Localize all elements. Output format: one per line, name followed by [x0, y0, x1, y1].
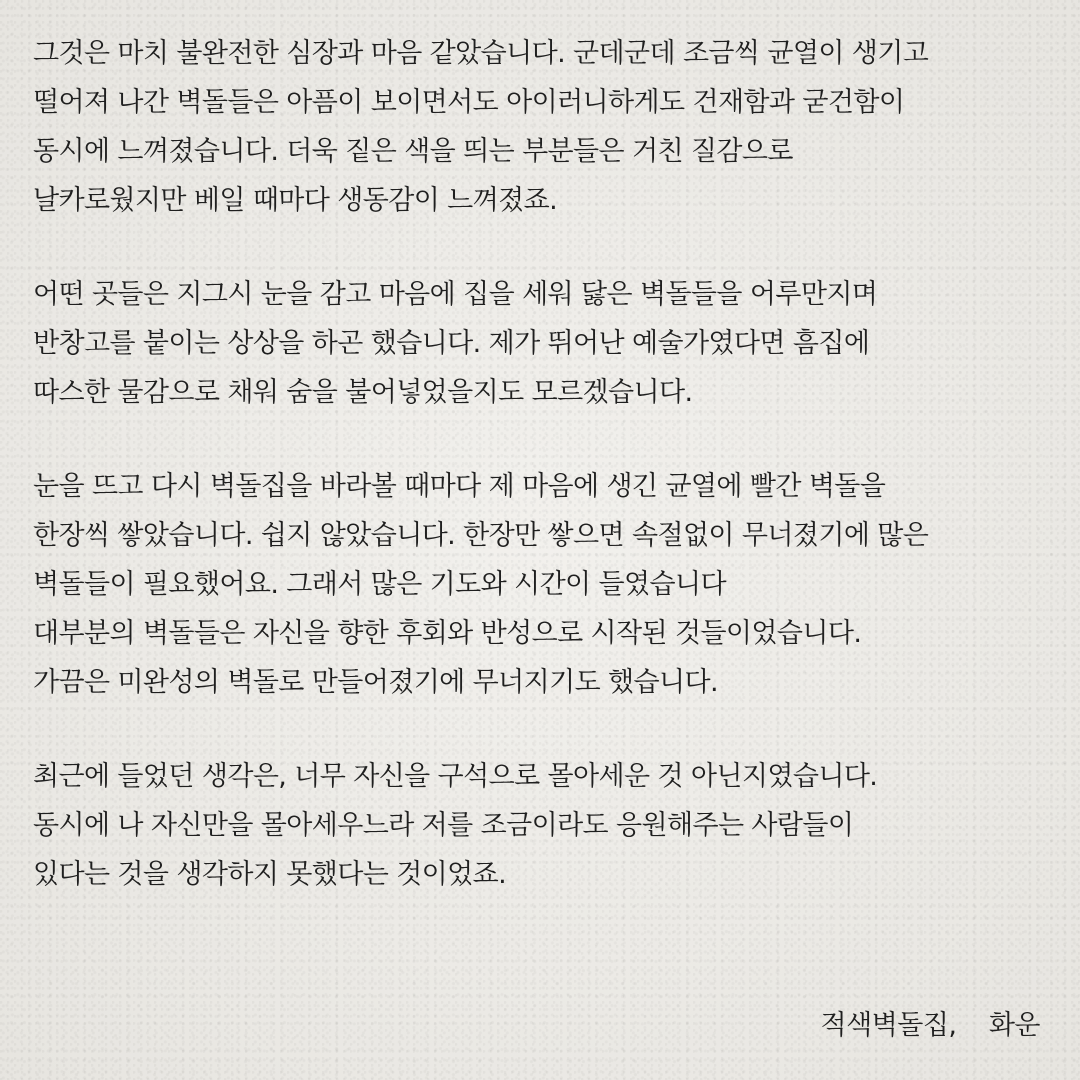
- text-line: 최근에 들었던 생각은, 너무 자신을 구석으로 몰아세운 것 아닌지였습니다.: [33, 761, 878, 792]
- text-line: 날카로웠지만 베일 때마다 생동감이 느껴졌죠.: [33, 185, 558, 216]
- text-line: 그것은 마치 불완전한 심장과 마음 같았습니다. 군데군데 조금씩 균열이 생기고: [33, 38, 929, 69]
- text-line: 눈을 뜨고 다시 벽돌집을 바라볼 때마다 제 마음에 생긴 균열에 빨간 벽돌을: [33, 471, 886, 502]
- text-line: 대부분의 벽돌들은 자신을 향한 후회와 반성으로 시작된 것들이었습니다.: [33, 618, 862, 649]
- text-line: 따스한 물감으로 채워 숨을 불어넣었을지도 모르겠습니다.: [33, 377, 693, 408]
- text-line: 한장씩 쌓았습니다. 쉽지 않았습니다. 한장만 쌓으면 속절없이 무너졌기에 많은: [33, 520, 929, 551]
- text-line: 동시에 느껴졌습니다. 더욱 짙은 색을 띄는 부분들은 거친 질감으로: [33, 136, 793, 167]
- text-line: 가끔은 미완성의 벽돌로 만들어졌기에 무너지기도 했습니다.: [33, 667, 718, 698]
- text-line: 어떤 곳들은 지그시 눈을 감고 마음에 집을 세워 닳은 벽돌들을 어루만지며: [33, 279, 878, 310]
- text-line: 떨어져 나간 벽돌들은 아픔이 보이면서도 아이러니하게도 건재함과 굳건함이: [33, 87, 905, 118]
- text-line: 반창고를 붙이는 상상을 하곤 했습니다. 제가 뛰어난 예술가였다면 흠집에: [33, 328, 870, 359]
- text-line: 동시에 나 자신만을 몰아세우느라 저를 조금이라도 응원해주는 사람들이: [33, 810, 854, 841]
- text-line: 있다는 것을 생각하지 못했다는 것이었죠.: [33, 859, 507, 890]
- signature: 적색벽돌집, 화운: [820, 1010, 1040, 1041]
- text-line: 벽돌들이 필요했어요. 그래서 많은 기도와 시간이 들였습니다: [33, 569, 726, 600]
